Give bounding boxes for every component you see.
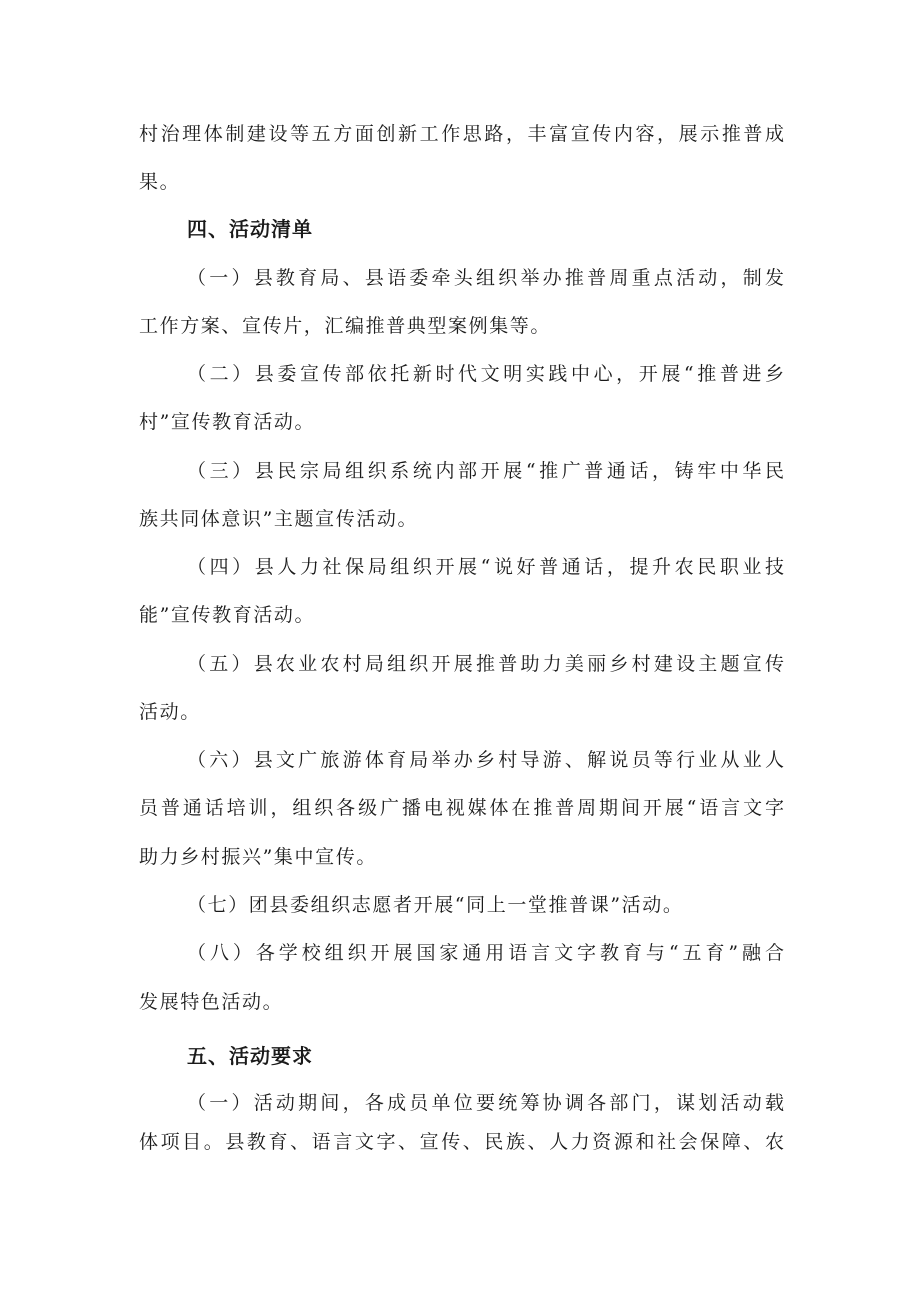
list-item-line: 助力乡村振兴”集中宣传。 xyxy=(139,846,377,868)
list-item-line: （一）县教育局、县语委牵头组织举办推普周重点活动，制发 xyxy=(187,267,784,289)
section-heading-4: 四、活动清单 xyxy=(187,217,313,241)
list-item-line: 族共同体意识”主题宣传活动。 xyxy=(139,508,419,530)
list-item-line: （二）县委宣传部依托新时代文明实践中心，开展“推普进乡 xyxy=(187,363,784,385)
list-item-line: 体项目。县教育、语言文字、宣传、民族、人力资源和社会保障、农 xyxy=(139,1131,784,1153)
paragraph-line: 村治理体制建设等五方面创新工作思路，丰富宣传内容，展示推普成 xyxy=(139,123,784,145)
list-item-line: 村”宣传教育活动。 xyxy=(139,411,316,433)
list-item-line: （四）县人力社保局组织开展“说好普通话，提升农民职业技 xyxy=(187,556,784,578)
list-item-line: 活动。 xyxy=(139,701,201,723)
list-item-line: （五）县农业农村局组织开展推普助力美丽乡村建设主题宣传 xyxy=(187,653,784,675)
list-item-line: （七）团县委组织志愿者开展“同上一堂推普课”活动。 xyxy=(187,894,684,916)
list-item-line: 能”宣传教育活动。 xyxy=(139,604,316,626)
list-item-line: （三）县民宗局组织系统内部开展“推广普通话，铸牢中华民 xyxy=(187,460,784,482)
list-item-line: （一）活动期间，各成员单位要统筹协调各部门，谋划活动载 xyxy=(187,1092,784,1114)
list-item-line: （六）县文广旅游体育局举办乡村导游、解说员等行业从业人 xyxy=(187,749,784,771)
paragraph-line: 果。 xyxy=(139,171,181,193)
section-heading-5: 五、活动要求 xyxy=(187,1044,313,1068)
list-item-line: 发展特色活动。 xyxy=(139,991,284,1013)
list-item-line: 员普通话培训，组织各级广播电视媒体在推普周期间开展“语言文字 xyxy=(139,797,784,819)
list-item-line: 工作方案、宣传片，汇编推普典型案例集等。 xyxy=(139,315,552,337)
list-item-line: （八）各学校组织开展国家通用语言文字教育与“五育”融合 xyxy=(187,942,784,964)
